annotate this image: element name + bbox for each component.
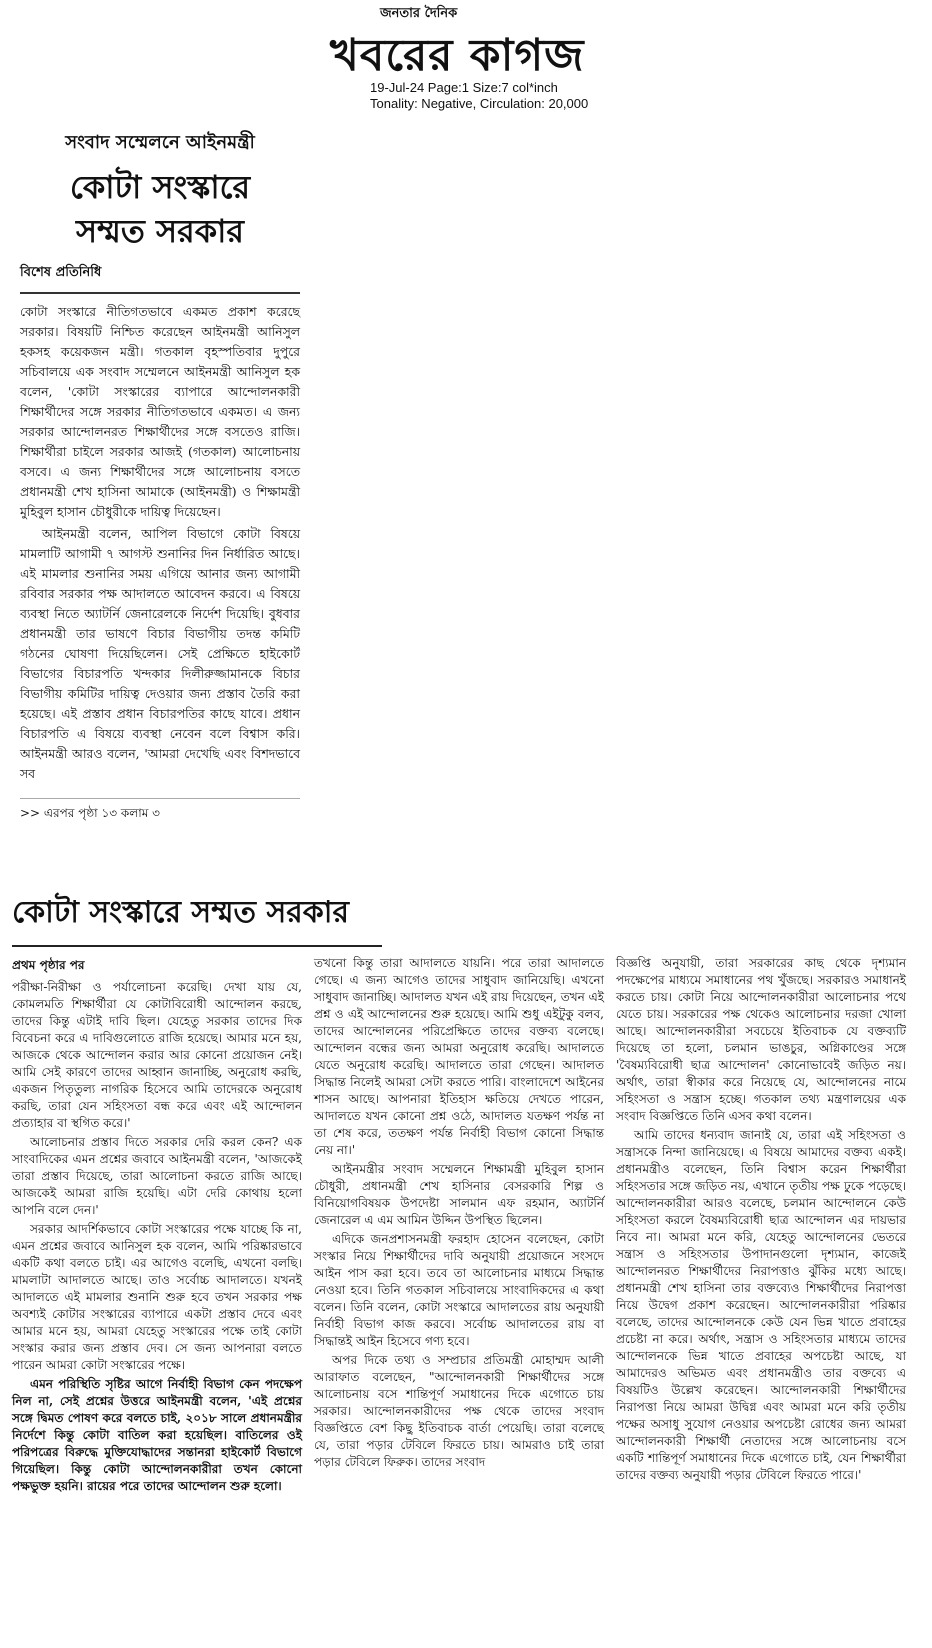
- headline-line-1: কোটা সংস্কারে: [69, 168, 251, 206]
- article-columns: [12, 955, 924, 1497]
- paragraph: কোটা সংস্কারে নীতিগতভাবে একমত প্রকাশ করেছে সরকার। বিষয়টি নিশ্চিত করেছেন আইনমন্ত্রী আনিসুল হকসহ কয়েকজন মন্ত্রী। গতকাল বৃহস্পতিবার দুপুরে সচিবালয়ে এক সংবাদ সম্মেলনে আইনমন্ত্রী আনিসুল হক বলেন, 'কোটা সংস্কারের ব্যাপারে আন্দোলনকারী শিক্ষার্থীদের সঙ্গে সরকার নীতিগতভাবে একমত। এ জন্য সরকার আন্দোলনরত শিক্ষার্থীদের সঙ্গে বসতেও রাজি। শিক্ষার্থীরা চাইলে সরকার আজই (গতকাল) আলোচনায় বসবে। এ জন্য শিক্ষার্থীদের সঙ্গে আলোচনায় বসতে প্রধানমন্ত্রী শেখ হাসিনা আমাকে (আইনমন্ত্রী) ও শিক্ষামন্ত্রী মুহিবুল হাসান চৌধুরীকে দায়িত্ব দিয়েছেন।: [20, 304, 300, 519]
- column-2: [314, 955, 604, 1497]
- column-1: [12, 955, 302, 1497]
- paragraph: আইনমন্ত্রী বলেন, আপিল বিভাগে কোটা বিষয়ে মামলাটি আগামী ৭ আগস্ট শুনানির দিন নির্ধারিত আছে। এই মামলার শুনানির সময় এগিয়ে আনার জন্য আগামী রবিবার সরকার পক্ষ আদালতে আবেদন করবে। এ বিষয়ে ব্যবস্থা নিতে অ্যাটর্নি জেনারেলকে নির্দেশ দিয়েছি। বুধবার প্রধানমন্ত্রী তার ভাষণে বিচার বিভাগীয় তদন্ত কমিটি গঠনের ঘোষণা দিয়েছিলেন। সেই প্রেক্ষিতে হাইকোর্ট বিভাগের বিচারপতি খন্দকার দিলীরুজ্জামানকে বিচার বিভাগীয় কমিটির দায়িত্ব দেওয়ার জন্য প্রস্তাব তৈরি করা হয়েছে। এই প্রস্তাব প্রধান বিচারপতির কাছে যাবে। প্রধান বিচারপতি এ বিষয়ে ব্যবস্থা নেবেন বলে বিশ্বাস করি। আইনমন্ত্রী আরও বলেন, 'আমরা দেখেছি এবং বিশদভাবে সব: [20, 526, 300, 781]
- paragraph: বিজ্ঞপ্তি অনুযায়ী, তারা সরকারের কাছ থেকে দৃশ্যমান পদক্ষেপের মাধ্যমে সমাধানের পথ খুঁজছে। সরকারও সমাধানই করতে চায়। কোটা নিয়ে আন্দোলনকারীরা আলোচনার পথে যেতে চায়। সরকারের পক্ষ থেকেও আলোচনার দরজা খোলা আছে। আন্দোলনকারীরা সবচেয়ে ইতিবাচক যে বক্তব্যটি দিয়েছে তা হলো, চলমান ভাঙচুর, অগ্নিকাণ্ডের সঙ্গে 'বৈষম্যবিরোধী ছাত্র আন্দোলন' কোনোভাবেই জড়িত নয়। অর্থাৎ, তারা স্বীকার করে নিয়েছে যে, আন্দোলনের নামে সহিংসতা ও সন্ত্রাস হচ্ছে। গতকাল তথ্য মন্ত্রণালয়ের এক সংবাদ বিজ্ঞপ্তিতে তিনি এসব কথা বলেন।: [616, 956, 906, 1123]
- article-kicker: সংবাদ সম্মেলনে আইনমন্ত্রী: [65, 132, 255, 153]
- paragraph: অপর দিকে তথ্য ও সম্প্রচার প্রতিমন্ত্রী মোহাম্মদ আলী আরাফাত বলেছেন, "আন্দোলনকারী শিক্ষার্থীদের সঙ্গে আলোচনায় বসে শান্তিপূর্ণ সমাধানের দিকে এগোতে চায় সরকার। আন্দোলনকারীদের পক্ষ থেকে তাদের সংবাদ বিজ্ঞপ্তিতে বেশ কিছু ইতিবাচক বার্তা পেয়েছি। তারা বলেছে যে, তারা পড়ার টেবিলে ফিরতে চায়। আমরাও চাই তারা পড়ার টেবিলে ফিরুক। তাদের সংবাদ: [314, 1353, 604, 1469]
- continued-headline: কোটা সংস্কারে সম্মত সরকার: [12, 888, 382, 947]
- paragraph: পরীক্ষা-নিরীক্ষা ও পর্যালোচনা করেছি। দেখা যায় যে, কোমলমতি শিক্ষার্থীরা যে কোটাবিরোধী আন্দোলন করছে, তাদের কিন্তু এটাই দাবি ছিল। যেহেতু সরকার তাদের দিক বিবেচনা করে এ দাবিগুলোতে রাজি হয়েছে। আমার মনে হয়, আজকে থেকে আন্দোলন করার আর কোনো প্রয়োজন নেই। আমি সেই কারণে তাদের আহ্বান জানাচ্ছি, অনুরোধ করছি, একজন পিতৃতুল্য নাগরিক হিসেবে আমি তাদেরকে অনুরোধ করছি, তারা যেন সহিংসতা বন্ধ করে এবং এই আন্দোলন প্রত্যাহার বা স্থগিত করে।': [12, 980, 302, 1130]
- clip-meta-line1: 19-Jul-24 Page:1 Size:7 col*inch: [370, 80, 558, 95]
- article-front: [20, 128, 300, 825]
- article-headline: [20, 165, 300, 253]
- column-3: [616, 955, 906, 1497]
- paragraph: সরকার আদর্শিকভাবে কোটা সংস্কারের পক্ষে যাচ্ছে কি না, এমন প্রশ্নের জবাবে আনিসুল হক বলেন, আমি পরিষ্কারভাবে একটি কথা বলতে চাই। এর আগেও বলেছি, এখনো বলছি। মামলাটা আদালতে আছে। তাও সর্বোচ্চ আদালতে। যখনই আদালতে এই মামলার শুনানি শুরু হবে তখন সরকার পক্ষ অবশ্যই কোটার সংস্কারের ব্যাপারে একটা প্রস্তাব দেবে এবং আমার মনে হয়, আমরা যেহেতু সংস্কারের পক্ষে তাই কোটা সংস্কার করার জন্য প্রস্তাব দেব। সে জন্য আপনারা বলতে পারেন আমরা কোটা সংস্কারের পক্ষে।: [12, 1222, 302, 1372]
- paragraph: এদিকে জনপ্রশাসনমন্ত্রী ফরহাদ হোসেন বলেছেন, কোটা সংস্কার নিয়ে শিক্ষার্থীদের দাবি অনুযায়ী প্রয়োজনে সংসদে আইন পাস করা হবে। তবে তা আলোচনার মাধ্যমে সিদ্ধান্ত নেওয়া হবে। তিনি গতকাল সচিবালয়ে সাংবাদিকদের এ কথা বলেন। তিনি বলেন, কোটা সংস্কারে আদালতের রায় অনুযায়ী নির্বাহী বিভাগ কাজ করবে। সর্বোচ্চ আদালতের রায় বা সিদ্ধান্তই আইন হিসেবে গণ্য হবে।: [314, 1232, 604, 1348]
- continuation-lead: প্রথম পৃষ্ঠার পর: [12, 958, 85, 972]
- masthead-tagline: জনতার দৈনিক: [380, 6, 458, 21]
- paragraph: তখনো কিন্তু তারা আদালতে যায়নি। পরে তারা আদালতে গেছে। এ জন্য আগেও তাদের সাধুবাদ জানিয়েছি। এখনো সাধুবাদ জানাচ্ছি। আদালত যখন এই রায় দিয়েছেন, তখন এই প্রশ্ন ও এই আন্দোলনের শুরু হয়েছে। আমি শুধু এইটুকু বলব, তাদের আন্দোলনের পরিপ্রেক্ষিতে তাদের বক্তব্য বলেছে। আন্দোলন বন্ধের জন্য আমরা অনুরোধ করেছি। আদালতে যেতে অনুরোধ করেছি। আদালতে তারা গেছেন। আদালত সিদ্ধান্ত নিলেই আমরা সেটা করতে পারি। বাংলাদেশে আইনের শাসন আছে। আপনারা ইতিহাস ক্ষতিয়ে দেখতে পারেন, আদালতে যখন কোনো প্রশ্ন ওঠে, আদালত যতক্ষণ পর্যন্ত না তা শেষ করে, ততক্ষণ পর্যন্ত নির্বাহী বিভাগ কোনো সিদ্ধান্ত নেয় না।': [314, 956, 604, 1157]
- paragraph: আইনমন্ত্রীর সংবাদ সম্মেলনে শিক্ষামন্ত্রী মুহিবুল হাসান চৌধুরী, প্রধানমন্ত্রী শেখ হাসিনার বেসরকারি শিল্প ও বিনিয়োগবিষয়ক উপদেষ্টা সালমান এফ রহমান, অ্যাটর্নি জেনারেল এ এম আমিন উদ্দিন উপস্থিত ছিলেন।: [314, 1162, 604, 1227]
- headline-line-2: সম্মত সরকার: [75, 212, 245, 250]
- paragraph: আলোচনার প্রস্তাব দিতে সরকার দেরি করল কেন? এক সাংবাদিকের এমন প্রশ্নের জবাবে আইনমন্ত্রী বলেন, 'আজকেই তারা প্রস্তাব দিয়েছে, তারা আলোচনা করতে রাজি আছে। আজকেই আমরা রাজি হয়েছি। এটা দেরি কোথায় হলো আপনি বলে দেন।': [12, 1135, 302, 1217]
- article-body: [20, 302, 300, 784]
- article-continued: [12, 888, 924, 1497]
- paragraph: এমন পরিস্থিতি সৃষ্টির আগে নির্বাহী বিভাগ কেন পদক্ষেপ নিল না, সেই প্রশ্নের উত্তরে আইনমন্ত্রী বলেন, 'এই প্রশ্নের সঙ্গে দ্বিমত পোষণ করে বলতে চাই, ২০১৮ সালে প্রধানমন্ত্রীর নির্দেশে কিন্তু কোটা বাতিল করা হয়েছিল। বাতিলের ওই পরিপত্রের বিরুদ্ধে মুক্তিযোদ্ধাদের সন্তানরা হাইকোর্ট বিভাগে গিয়েছিল। কিন্তু কোটা আন্দোলনকারীরা তখন কোনো পক্ষভুক্ত হয়নি। রায়ের পরে তাদের আন্দোলন শুরু হলো।: [12, 1377, 302, 1493]
- divider: [20, 292, 300, 294]
- paragraph: আমি তাদের ধন্যবাদ জানাই যে, তারা এই সহিংসতা ও সন্ত্রাসকে নিন্দা জানিয়েছে। এ বিষয়ে আমাদের বক্তব্য একই। প্রধানমন্ত্রীও বলেছেন, তিনি বিশ্বাস করেন শিক্ষার্থীরা সহিংসতার সঙ্গে জড়িত নয়, এখানে তৃতীয় পক্ষ ঢুকে পড়েছে। আন্দোলনকারীরা আরও বলেছে, চলমান আন্দোলনে কেউ সহিংসতা করলে বৈষম্যবিরোধী ছাত্র আন্দোলন এর দায়ভার নিবে না। আমরা মনে করি, যেহেতু আন্দোলনের ভেতরে সন্ত্রাস ও সহিংসতার উপাদানগুলো দৃশ্যমান, কাজেই আন্দোলনরত শিক্ষার্থীদের নিরাপত্তাও ঝুঁকির মধ্যে আছে। প্রধানমন্ত্রী শেখ হাসিনা তার বক্তব্যেও শিক্ষার্থীদের নিরাপত্তা নিয়ে উদ্বেগ প্রকাশ করেছেন। আন্দোলনকারীরা পরিষ্কার বলেছে, তাদের আন্দোলনকে কেউ যেন ভিন্ন খাতে প্রবাহের প্রচেষ্টা না করে। অর্থাৎ, সন্ত্রাস ও সহিংসতার মাধ্যমে তাদের আন্দোলনকে ভিন্ন খাতে প্রবাহের অপচেষ্টা আছে, যা আমাদেরও অভিমত এবং প্রধানমন্ত্রীও তার বক্তব্যে এ বিষয়টিও উল্লেখ করেছেন। আন্দোলনকারী শিক্ষার্থীদের নিরাপত্তা নিয়ে আমরা উদ্বিগ্ন এবং আমরা মনে করি তৃতীয় পক্ষের অসাধু সুযোগ নেওয়ার অপচেষ্টা রোধের জন্য আমরা আন্দোলনকারী শিক্ষার্থী নেতাদের সঙ্গে আলোচনায় বসে একটি শান্তিপূর্ণ সমাধানের দিকে এগোতে চাই, যেন শিক্ষার্থীরা তাদের বক্তব্য অনুযায়ী পড়ার টেবিলে ফিরতে পারে।': [616, 1128, 906, 1482]
- masthead-name: খবরের কাগজ: [330, 30, 585, 81]
- clip-meta: [370, 80, 588, 112]
- clip-meta-line2: Tonality: Negative, Circulation: 20,000: [370, 96, 589, 111]
- byline: বিশেষ প্রতিনিধি: [20, 265, 102, 280]
- jump-line: >> এরপর পৃষ্ঠা ১৩ কলাম ৩: [20, 798, 300, 825]
